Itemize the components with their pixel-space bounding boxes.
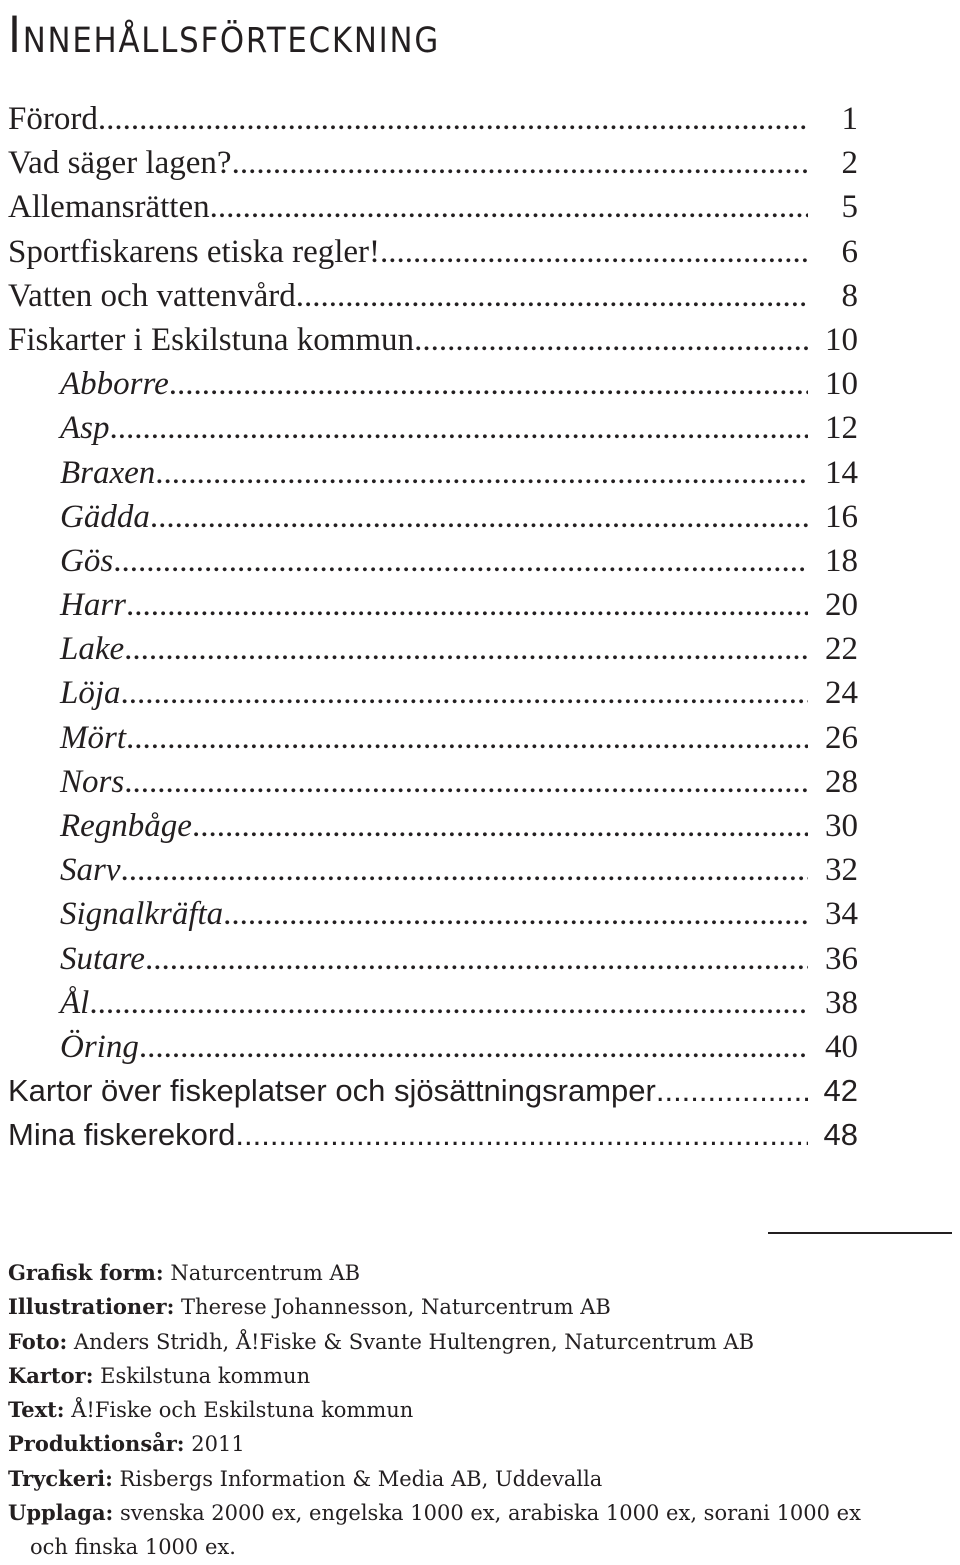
toc-entry-label: Löja bbox=[60, 675, 121, 712]
toc-entry-page: 24 bbox=[825, 675, 858, 712]
toc-entry-label: Asp bbox=[60, 410, 110, 447]
toc-leader-dots bbox=[656, 1069, 808, 1113]
toc-entry-page: 42 bbox=[823, 1073, 858, 1109]
toc-subentry bbox=[8, 583, 858, 627]
toc-entry-page: 48 bbox=[823, 1117, 858, 1153]
toc-leader-dots bbox=[169, 362, 808, 406]
toc-entry-label: Fiskarter i Eskilstuna kommun bbox=[8, 321, 415, 358]
credit-value: Therese Johannesson, Naturcentrum AB bbox=[174, 1295, 611, 1320]
toc-entry-label: Sarv bbox=[60, 852, 121, 889]
toc-entry bbox=[8, 274, 858, 318]
toc-entry-label: Nors bbox=[60, 763, 125, 800]
credit-value: 2011 bbox=[184, 1432, 245, 1457]
credit-key: Foto: bbox=[8, 1328, 68, 1354]
toc-subentry bbox=[8, 760, 858, 804]
toc-leader-dots bbox=[126, 583, 808, 627]
credit-line bbox=[8, 1359, 948, 1393]
toc-entry-label: Gädda bbox=[60, 498, 150, 535]
toc-leader-dots bbox=[113, 539, 808, 583]
credit-line bbox=[8, 1393, 948, 1427]
toc-entry-page: 10 bbox=[825, 366, 858, 403]
toc-subentry bbox=[8, 1025, 858, 1069]
credit-line-continuation: och finska 1000 ex. bbox=[30, 1535, 236, 1560]
toc-entry-label: Regnbåge bbox=[60, 808, 192, 844]
credit-key: Grafisk form: bbox=[8, 1260, 164, 1285]
credit-line bbox=[8, 1290, 948, 1324]
toc-entry-page: 20 bbox=[825, 587, 858, 624]
toc-leader-dots bbox=[380, 230, 808, 274]
toc-subentry bbox=[8, 804, 858, 848]
toc-entry-label: Gös bbox=[60, 542, 114, 579]
toc-leader-dots bbox=[155, 451, 808, 495]
credit-value: Eskilstuna kommun bbox=[93, 1363, 311, 1388]
toc-entry-label: Braxen bbox=[60, 454, 156, 491]
credit-value: Å!Fiske och Eskilstuna kommun bbox=[64, 1398, 414, 1423]
toc-subentry bbox=[8, 937, 858, 981]
toc-entry-page: 5 bbox=[841, 189, 858, 226]
credit-line bbox=[8, 1496, 948, 1530]
credit-value: Risbergs Information & Media AB, Uddevalla bbox=[112, 1466, 603, 1491]
toc-subentry bbox=[8, 627, 858, 671]
toc-entry-page: 32 bbox=[825, 852, 858, 889]
toc-entry bbox=[8, 185, 858, 229]
toc-leader-dots bbox=[232, 141, 808, 185]
toc-leader-dots bbox=[121, 848, 809, 892]
toc-entry-label: Öring bbox=[60, 1028, 139, 1065]
toc-entry-label: Förord bbox=[8, 101, 98, 137]
toc-subentry bbox=[8, 892, 858, 936]
toc-entry-page: 12 bbox=[825, 410, 858, 447]
toc-entry-label: Sutare bbox=[60, 940, 145, 977]
credits-block bbox=[8, 1256, 948, 1565]
toc-entry-page: 1 bbox=[841, 101, 858, 137]
toc-subentry bbox=[8, 671, 858, 715]
toc-leader-dots bbox=[126, 716, 808, 760]
toc-subentry bbox=[8, 981, 858, 1025]
toc-leader-dots bbox=[210, 185, 808, 229]
toc-leader-dots bbox=[139, 1025, 808, 1069]
toc-leader-dots bbox=[110, 406, 809, 450]
toc-entry-label: Signalkräfta bbox=[60, 896, 224, 933]
toc-subentry bbox=[8, 495, 858, 539]
toc-entry-page: 6 bbox=[841, 233, 858, 270]
toc-entry bbox=[8, 318, 858, 362]
toc-leader-dots bbox=[296, 274, 808, 318]
toc-entry-page: 38 bbox=[825, 984, 858, 1021]
credit-line bbox=[8, 1427, 948, 1461]
toc-entry-page: 18 bbox=[825, 542, 858, 579]
table-of-contents bbox=[8, 97, 858, 1158]
toc-entry-label: Harr bbox=[60, 587, 127, 624]
toc-entry-page: 16 bbox=[825, 498, 858, 535]
toc-entry-page: 8 bbox=[841, 277, 858, 314]
toc-entry-label: Mina fiskerekord bbox=[8, 1117, 236, 1153]
toc-entry-page: 14 bbox=[825, 454, 858, 491]
toc-entry bbox=[8, 97, 858, 141]
toc-entry bbox=[8, 1069, 858, 1113]
toc-entry-page: 22 bbox=[825, 631, 858, 668]
credit-value: Anders Stridh, Å!Fiske & Svante Hultengren, Naturcentrum AB bbox=[67, 1329, 755, 1354]
credit-key: Tryckeri: bbox=[8, 1465, 113, 1491]
credit-line bbox=[8, 1325, 948, 1359]
page-title: Innehållsförteckning bbox=[8, 6, 440, 64]
toc-leader-dots bbox=[124, 627, 808, 671]
toc-entry-label: Abborre bbox=[60, 366, 169, 403]
toc-leader-dots bbox=[223, 892, 808, 936]
toc-entry-label: Vatten och vattenvård bbox=[8, 277, 296, 314]
credit-line bbox=[8, 1462, 948, 1496]
toc-leader-dots bbox=[145, 937, 808, 981]
toc-entry-label: Lake bbox=[60, 631, 125, 668]
toc-leader-dots bbox=[192, 804, 808, 848]
toc-entry-label: Sportfiskarens etiska regler! bbox=[8, 233, 381, 270]
toc-entry bbox=[8, 141, 858, 185]
toc-subentry bbox=[8, 716, 858, 760]
toc-subentry bbox=[8, 451, 858, 495]
credit-key: Produktionsår: bbox=[8, 1431, 185, 1457]
toc-entry-page: 30 bbox=[825, 808, 858, 844]
credit-key: Upplaga: bbox=[8, 1500, 114, 1526]
credit-line bbox=[8, 1256, 948, 1290]
toc-entry-page: 2 bbox=[841, 145, 858, 182]
toc-entry-page: 28 bbox=[825, 763, 858, 800]
toc-subentry bbox=[8, 362, 858, 406]
toc-leader-dots bbox=[414, 318, 808, 362]
toc-entry-label: Mört bbox=[60, 719, 126, 756]
toc-entry bbox=[8, 230, 858, 274]
toc-entry-page: 40 bbox=[825, 1028, 858, 1065]
toc-entry-label: Kartor över fiskeplatser och sjösättningsramper bbox=[8, 1073, 656, 1109]
toc-leader-dots bbox=[235, 1113, 808, 1157]
toc-entry-label: Ål bbox=[60, 984, 90, 1021]
credit-key: Illustrationer: bbox=[8, 1294, 175, 1320]
toc-entry-page: 26 bbox=[825, 719, 858, 756]
toc-leader-dots bbox=[89, 981, 808, 1025]
credit-key: Kartor: bbox=[8, 1362, 94, 1388]
toc-leader-dots bbox=[121, 671, 808, 715]
toc-leader-dots bbox=[124, 760, 808, 804]
credit-value: svenska 2000 ex, engelska 1000 ex, arabiska 1000 ex, sorani 1000 ex bbox=[113, 1501, 861, 1526]
toc-entry bbox=[8, 1113, 858, 1157]
toc-entry-page: 10 bbox=[825, 321, 858, 358]
toc-subentry bbox=[8, 406, 858, 450]
toc-subentry bbox=[8, 539, 858, 583]
toc-leader-dots bbox=[98, 97, 808, 141]
toc-entry-label: Allemansrätten bbox=[8, 189, 210, 226]
toc-entry-page: 36 bbox=[825, 940, 858, 977]
credit-value: Naturcentrum AB bbox=[163, 1261, 361, 1285]
credit-key: Text: bbox=[8, 1397, 65, 1423]
toc-entry-page: 34 bbox=[825, 896, 858, 933]
toc-entry-label: Vad säger lagen? bbox=[8, 145, 232, 182]
toc-leader-dots bbox=[150, 495, 808, 539]
section-divider bbox=[768, 1232, 952, 1234]
toc-subentry bbox=[8, 848, 858, 892]
